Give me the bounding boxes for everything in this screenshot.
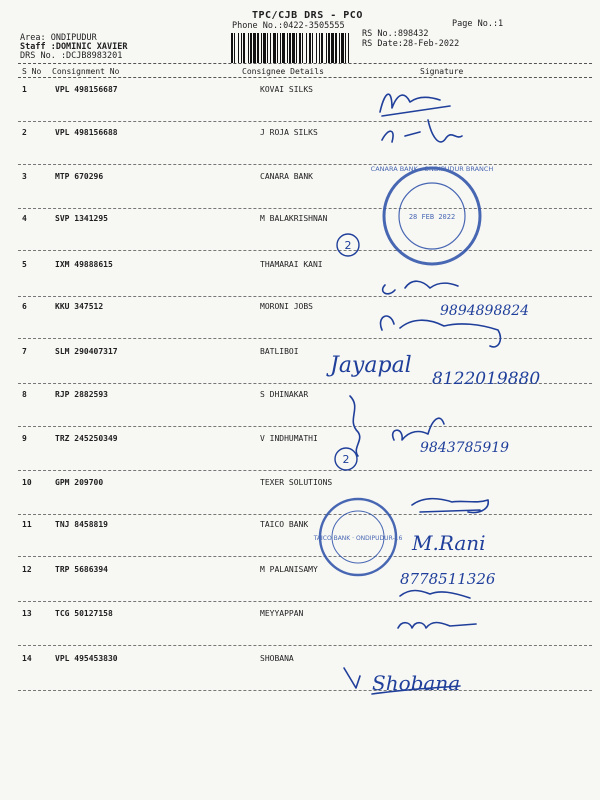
sheet-title: TPC/CJB DRS - PCO [252,10,363,21]
handwritten-name-11: M.Rani [412,531,486,555]
row-consignment: TRP 5686394 [55,565,108,574]
row-consignment: IXM 49888615 [55,260,113,269]
row-consignee: J ROJA SILKS [260,128,318,137]
drs-number: DRS No. :DCJB8983201 [20,51,123,61]
handwritten-phone-1: 9894898824 [440,303,530,319]
signature-8 [350,396,360,456]
row-consignee: MORONI JOBS [260,302,313,311]
checkmark-14 [344,668,360,688]
handwritten-name-14: Shobana [372,671,461,695]
col-signature: Signature [420,67,464,76]
signature-10 [412,499,488,513]
area-label: Area: ONDIPUDUR [20,33,97,43]
row-sno: 6 [22,302,27,311]
row-sno: 7 [22,347,27,356]
handwritten-phone-12: 8778511326 [400,570,496,588]
handwritten-phone-7: 8122019880 [432,369,541,389]
col-consignment: Consignment No [52,67,120,76]
row-sno: 5 [22,260,27,269]
circle-number-4: 2 [344,239,352,252]
row-sno: 11 [22,520,32,529]
col-sno: S No [22,67,42,76]
row-consignee: M BALAKRISHNAN [260,214,328,223]
signature-2 [382,120,462,142]
canara-stamp-text: CANARA BANK · ONDIPUDUR BRANCH [370,165,494,173]
signature-13 [398,623,476,629]
row-consignment: TRZ 245250349 [55,434,118,443]
row-consignee: TEXER SOLUTIONS [260,478,333,487]
phone-number: Phone No.:0422-3505555 [232,21,345,31]
col-consignee: Consignee Details [242,67,324,76]
row-sno: 8 [22,390,27,399]
row-consignee: TAICO BANK [260,520,309,529]
page-number: Page No.:1 [452,19,504,29]
row-sno: 13 [22,609,32,618]
handwritten-name-7: Jayapal [330,353,412,378]
taico-stamp-text: TAICO BANK · ONDIPUDUR-16 [313,535,403,542]
row-consignment: TNJ 8458819 [55,520,108,529]
row-sno: 12 [22,565,32,574]
row-sno: 3 [22,172,27,181]
rs-number: RS No.:898432 [362,29,429,39]
row-sno: 10 [22,478,32,487]
row-consignment: RJP 2882593 [55,390,108,399]
row-sno: 1 [22,85,27,94]
staff-label: Staff :DOMINIC XAVIER [20,42,128,52]
row-consignment: GPM 209700 [55,478,104,487]
taico-bank-stamp [313,499,403,575]
row-consignee: S DHINAKAR [260,390,309,399]
signature-1 [380,94,450,116]
row-consignment: TCG 50127158 [55,609,113,618]
canara-stamp-date: 28 FEB 2022 [408,213,456,221]
signature-5 [383,281,458,294]
row-consignment: SLM 290407317 [55,347,118,356]
rs-date: RS Date:28-Feb-2022 [362,39,460,49]
row-consignee: BATLIBOI [260,347,299,356]
row-consignment: MTP 670296 [55,172,104,181]
row-consignee: M PALANISAMY [260,565,318,574]
row-sno: 14 [22,654,32,663]
handwritten-phone-9: 9843785919 [420,440,510,456]
signature-9 [393,418,444,440]
row-consignment: VPL 495453830 [55,654,118,663]
row-consignee: CANARA BANK [260,172,313,181]
row-consignee: MEYYAPPAN [260,609,304,618]
row-consignment: VPL 498156687 [55,85,118,94]
row-consignee: SHOBANA [260,654,294,663]
signature-6 [381,316,501,347]
row-consignee: V INDHUMATHI [260,434,318,443]
row-consignee: THAMARAI KANI [260,260,323,269]
row-sno: 9 [22,434,27,443]
canara-bank-stamp [371,165,494,264]
signature-12 [400,591,470,599]
row-consignee: KOVAI SILKS [260,85,313,94]
row-sno: 4 [22,214,27,223]
row-consignment: VPL 498156688 [55,128,118,137]
row-sno: 2 [22,128,27,137]
circle-number-9: 2 [342,453,350,466]
row-consignment: KKU 347512 [55,302,104,311]
row-consignment: SVP 1341295 [55,214,108,223]
